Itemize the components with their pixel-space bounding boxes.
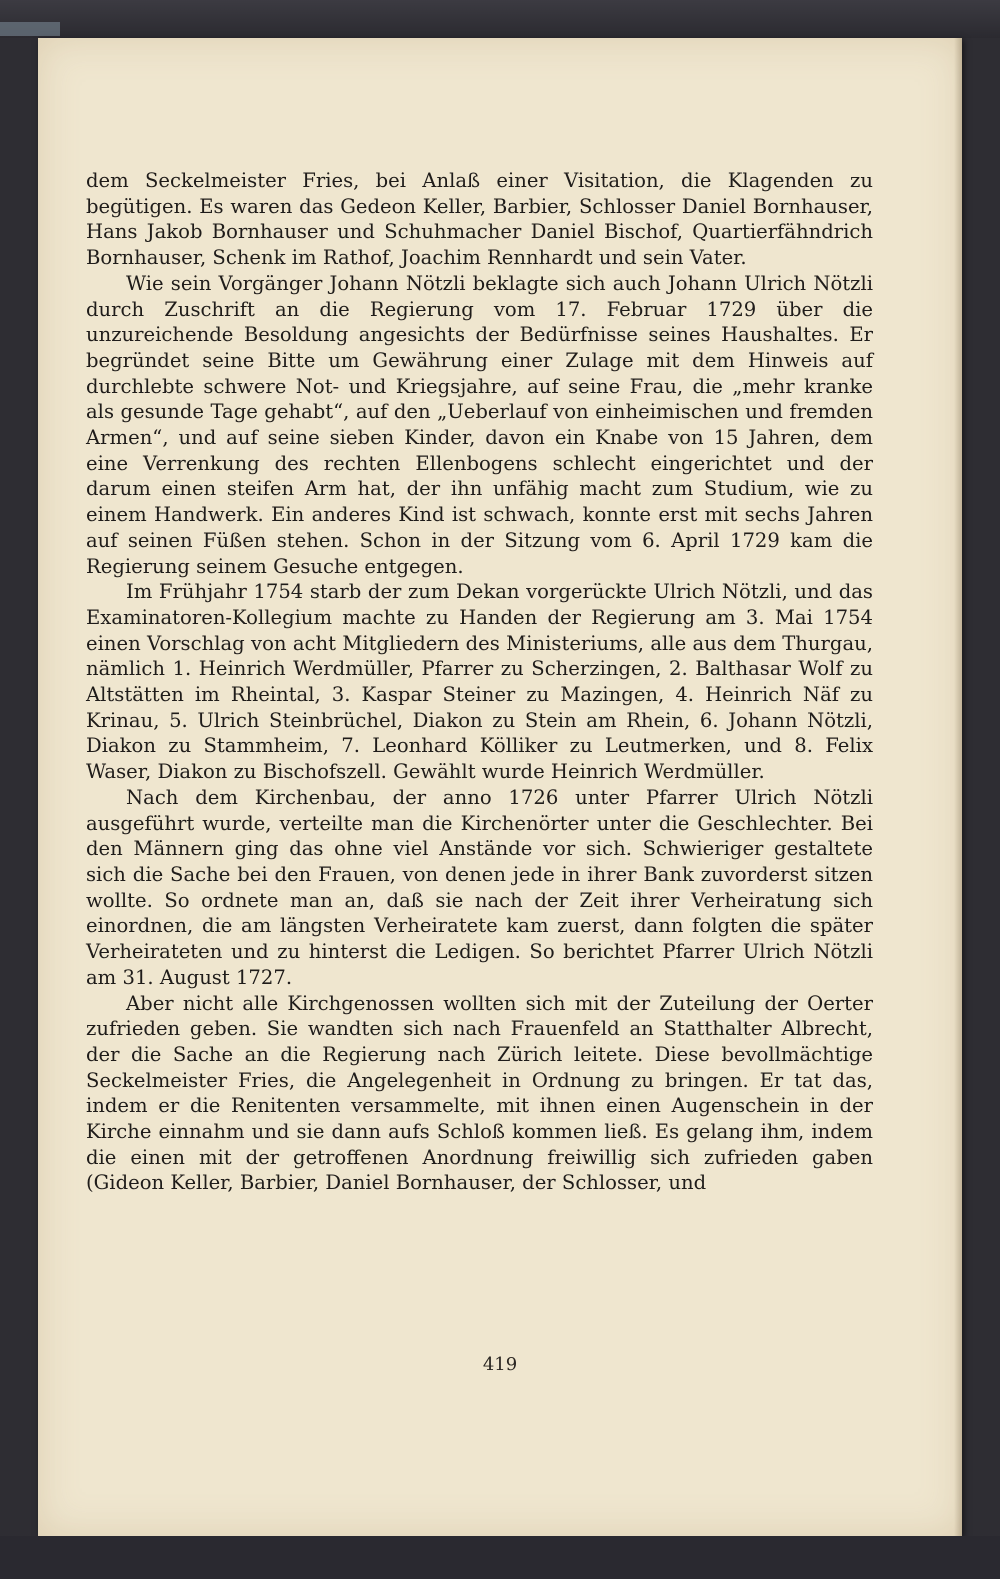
paragraph-5: Aber nicht alle Kirchgenossen wollten sich mit der Zuteilung der Oerter zufrieden geben. Sie wandten sich nach Frauenfeld an Statthalter Albrecht, der die Sache an die Regierung nach Zürich leitete. Diese bevollmächtige Seckelmeister Fries, die Angelegenheit in Ordnung zu bringen. Er tat das, indem er die Renitenten versammelte, mit ihnen einen Augenschein in der Kirche einnahm und sie dann aufs Schloß kommen ließ. Es gelang ihm, indem die einen mit der getroffenen Anordnung freiwillig sich zufrieden gaben (Gideon Keller, Barbier, Daniel Bornhauser, der Schlosser, und (86, 991, 873, 1195)
paragraph-3: Im Frühjahr 1754 starb der zum Dekan vorgerückte Ulrich Nötzli, und das Examinatoren-Kollegium machte zu Handen der Regierung am 3. Mai 1754 einen Vorschlag von acht Mitgliedern des Ministeriums, alle aus dem Thurgau, nämlich 1. Heinrich Werdmüller, Pfarrer zu Scherzingen, 2. Balthasar Wolf zu Altstätten im Rheintal, 3. Kaspar Steiner zu Mazingen, 4. Heinrich Näf zu Krinau, 5. Ulrich Steinbrüchel, Diakon zu Stein am Rhein, 6. Johann Nötzli, Diakon zu Stammheim, 7. Leonhard Kölliker zu Leutmerken, und 8. Felix Waser, Diakon zu Bischofszell. Gewählt wurde Heinrich Werdmüller. (86, 580, 873, 784)
scan-background-bottom (0, 1536, 1000, 1579)
book-page (38, 38, 962, 1536)
paragraph-4: Nach dem Kirchenbau, der anno 1726 unter Pfarrer Ulrich Nötzli ausgeführt wurde, verteilte man die Kirchenörter unter die Geschlechter. Bei den Männern ging das ohne viel Anstände vor sich. Schwieriger gestaltete sich die Sache bei den Frauen, von denen jede in ihrer Bank zuvorderst sitzen wollte. So ordnete man an, daß sie nach der Zeit ihrer Verheiratung sich einordnen, die am längsten Verheiratete kam zuerst, dann folgten die später Verheirateten und zu hinterst die Ledigen. So berichtet Pfarrer Ulrich Nötzli am 31. August 1727. (86, 785, 873, 989)
page-body-text (86, 168, 873, 1196)
paragraph-1: dem Seckelmeister Fries, bei Anlaß einer Visitation, die Klagenden zu begütigen. Es waren das Gedeon Keller, Barbier, Schlosser Daniel Bornhauser, Hans Jakob Bornhauser und Schuhmacher Daniel Bischof, Quartierfähndrich Bornhauser, Schenk im Rathof, Joachim Rennhardt und sein Vater. (86, 169, 873, 270)
scan-color-strip (0, 22, 60, 36)
paragraph-2: Wie sein Vorgänger Johann Nötzli beklagte sich auch Johann Ulrich Nötzli durch Zuschrift an die Regierung vom 17. Februar 1729 über die unzureichende Besoldung angesichts der Bedürfnisse seines Haushaltes. Er begründet seine Bitte um Gewährung einer Zulage mit dem Hinweis auf durchlebte schwere Not- und Kriegsjahre, auf seine Frau, die „mehr kranke als gesunde Tage gehabt“, auf den „Ueberlauf von einheimischen und fremden Armen“, und auf seine sieben Kinder, davon ein Knabe von 15 Jahren, dem eine Verrenkung des rechten Ellenbogens schlecht eingerichtet und der darum einen steifen Arm hat, der ihn unfähig macht zum Studium, wie zu einem Handwerk. Ein anderes Kind ist schwach, konnte erst mit sechs Jahren auf seinen Füßen stehen. Schon in der Sitzung vom 6. April 1729 kam die Regierung seinem Gesuche entgegen. (86, 271, 873, 578)
scan-background-top (0, 0, 1000, 38)
page-number: 419 (482, 1354, 518, 1375)
